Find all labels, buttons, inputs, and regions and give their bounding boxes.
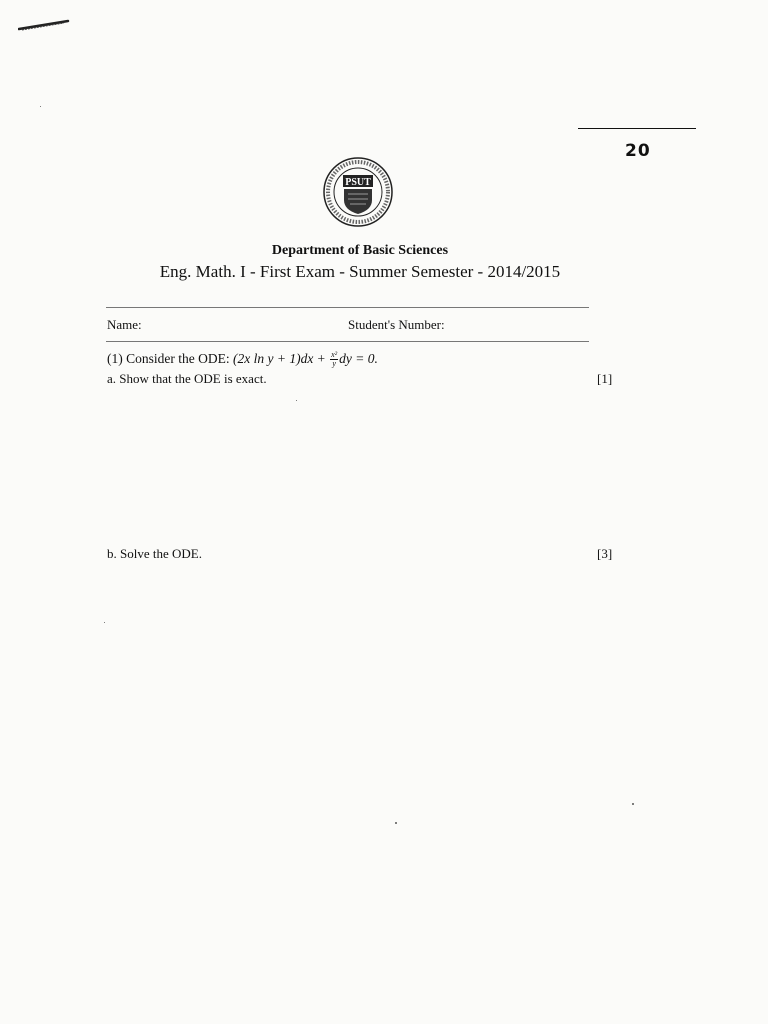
- equation-part-1: (2x ln y + 1)dx +: [232, 351, 330, 366]
- name-label: Name:: [107, 317, 142, 332]
- score-line: [578, 128, 696, 129]
- top-divider: [106, 307, 589, 308]
- question-1a-marks: [1]: [597, 371, 613, 386]
- scan-speck: [632, 803, 634, 805]
- student-number-label: Student's Number:: [348, 317, 445, 332]
- university-seal-logo: [322, 156, 394, 228]
- equation-part-2: dy = 0.: [339, 351, 378, 366]
- department-heading: Department of Basic Sciences: [271, 243, 449, 258]
- scan-speck: [40, 106, 41, 107]
- question-1b: b. Solve the ODE.: [107, 546, 202, 561]
- bottom-divider: [106, 341, 589, 342]
- scan-speck: [296, 400, 297, 401]
- logo-text: PSUT: [345, 177, 371, 188]
- scan-mark: [18, 18, 70, 32]
- scan-speck: [395, 822, 397, 824]
- fraction-denominator: y: [332, 359, 336, 369]
- question-1a: a. Show that the ODE is exact.: [107, 371, 267, 386]
- exam-title: Eng. Math. I - First Exam - Summer Semester - 2014/2015: [159, 262, 561, 281]
- question-1-statement: [107, 351, 378, 368]
- scan-speck: [104, 622, 105, 623]
- question-1-prefix: (1) Consider the ODE:: [107, 351, 233, 366]
- question-1b-marks: [3]: [597, 546, 613, 561]
- fraction-numerator: x²: [331, 350, 338, 360]
- equation-fraction: [330, 351, 338, 368]
- exam-score: 20: [625, 141, 651, 161]
